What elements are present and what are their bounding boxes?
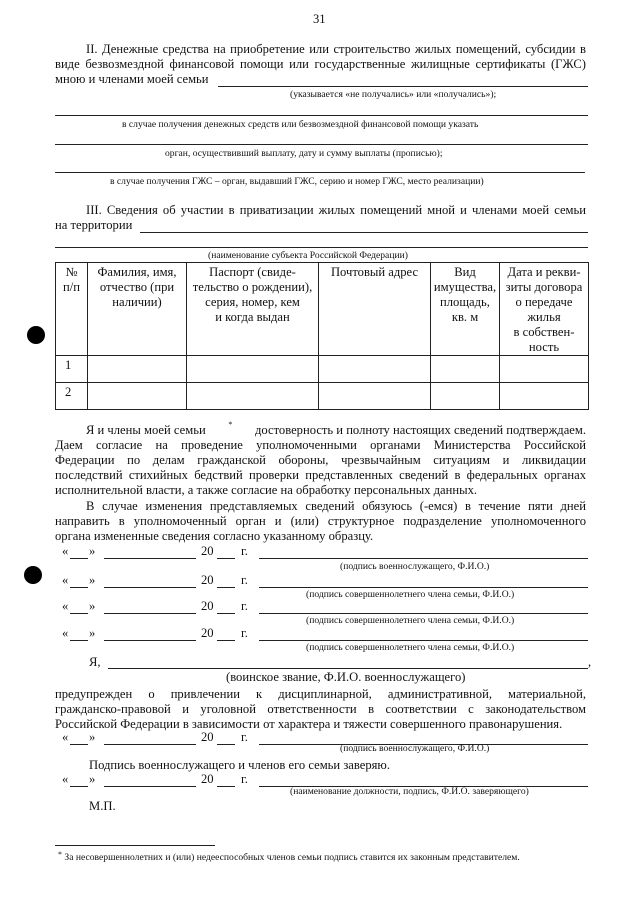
cell[interactable]: [500, 356, 589, 383]
signature-hint: (подпись совершеннолетнего члена семьи, Ф.И.О.): [306, 589, 515, 600]
declaration-line3: Федерации по делам гражданской обороны, чрезвычайным ситуациям и ликвидации: [55, 453, 586, 467]
binder-hole-top: [27, 326, 45, 344]
cell[interactable]: [431, 383, 500, 410]
year-field[interactable]: [217, 640, 235, 641]
header-full-name: Фамилия, имя, отчество (при наличии): [88, 263, 187, 356]
cell[interactable]: [187, 356, 319, 383]
funds-details-field-2[interactable]: [55, 144, 588, 145]
table-row: [56, 356, 589, 383]
declaration-line8: органа измененные сведения согласно указанному образцу.: [55, 529, 374, 543]
date-close-quote: »: [89, 544, 96, 558]
year-field[interactable]: [217, 587, 235, 588]
month-field[interactable]: [104, 640, 196, 641]
year-prefix: 20: [201, 544, 214, 558]
section2-line3: мною и членами моей семьи: [55, 72, 209, 86]
date-open-quote: «: [62, 599, 69, 613]
year-suffix: г.: [241, 544, 248, 558]
date-open-quote: «: [62, 772, 69, 786]
declaration-line6: В случае изменения представляемых сведений обязуюсь (-емся) в течение пяти дней: [86, 499, 586, 513]
signature-hint: (подпись военнослужащего, Ф.И.О.): [340, 743, 490, 754]
day-field[interactable]: [70, 640, 88, 641]
section3-line2: на территории: [55, 218, 133, 232]
year-suffix: г.: [241, 730, 248, 744]
received-funds-field[interactable]: [218, 86, 588, 87]
day-field[interactable]: [70, 613, 88, 614]
declaration-line7: направить в уполномоченный орган и (или) структурное подразделение уполномоченного: [55, 514, 586, 528]
header-passport: Паспорт (свиде- тельство о рождении), серия, номер, кем и когда выдан: [187, 263, 319, 356]
signature-hint: (подпись военнослужащего, Ф.И.О.): [340, 561, 490, 572]
declaration-line1: Я и члены моей семьи * достоверность и полноту настоящих сведений подтверждаем.: [86, 420, 586, 437]
signature-hint: (подпись совершеннолетнего члена семьи, Ф.И.О.): [306, 642, 515, 653]
month-field[interactable]: [104, 786, 196, 787]
year-field[interactable]: [217, 744, 235, 745]
year-field[interactable]: [217, 613, 235, 614]
certifier-hint: (наименование должности, подпись, Ф.И.О. заверяющего): [290, 786, 529, 797]
cell[interactable]: [187, 383, 319, 410]
day-field[interactable]: [70, 558, 88, 559]
territory-field-1[interactable]: [140, 232, 588, 233]
cell[interactable]: [88, 356, 187, 383]
year-prefix: 20: [201, 730, 214, 744]
footnote-divider: [55, 845, 215, 846]
cell[interactable]: [319, 356, 431, 383]
signature-field[interactable]: [259, 587, 588, 588]
header-contract-date: Дата и рекви- зиты договора о передаче жилья в собствен- ность: [500, 263, 589, 356]
cell[interactable]: [319, 383, 431, 410]
binder-hole-bottom: [24, 566, 42, 584]
year-field[interactable]: [217, 786, 235, 787]
cell[interactable]: [500, 383, 589, 410]
month-field[interactable]: [104, 587, 196, 588]
month-field[interactable]: [104, 558, 196, 559]
footnote-text: За несовершеннолетних и (или) недееспособных членов семьи подпись ставится их законным представителем.: [64, 852, 520, 863]
gzhs-hint: в случае получения ГЖС – орган, выдавший ГЖС, серию и номер ГЖС, место реализации): [110, 176, 484, 187]
date-close-quote: »: [89, 772, 96, 786]
signature-field[interactable]: [259, 558, 588, 559]
footnote-star: *: [58, 850, 62, 859]
year-suffix: г.: [241, 573, 248, 587]
year-prefix: 20: [201, 573, 214, 587]
declaration-line2: Даем согласие на проведение уполномоченными органами Министерства Российской: [55, 438, 586, 452]
date-close-quote: »: [89, 626, 96, 640]
signature-field[interactable]: [259, 613, 588, 614]
stamp-place: М.П.: [89, 799, 116, 813]
year-prefix: 20: [201, 626, 214, 640]
year-suffix: г.: [241, 599, 248, 613]
date-open-quote: «: [62, 626, 69, 640]
year-suffix: г.: [241, 626, 248, 640]
header-postal-address: Почтовый адрес: [319, 263, 431, 356]
date-open-quote: «: [62, 544, 69, 558]
warning-comma: ,: [588, 655, 592, 669]
date-close-quote: »: [89, 599, 96, 613]
page-number: 31: [313, 12, 326, 26]
gzhs-details-field[interactable]: [55, 172, 585, 173]
year-prefix: 20: [201, 772, 214, 786]
table-row: [56, 383, 589, 410]
header-property-type: Вид имущества, площадь, кв. м: [431, 263, 500, 356]
declaration-line4: последствий стихийных бедствий проверки представленных сведений в федеральных органах: [55, 468, 586, 482]
year-field[interactable]: [217, 558, 235, 559]
certify-text: Подпись военнослужащего и членов его семьи заверяю.: [89, 758, 390, 772]
header-number: № п/п: [56, 263, 88, 356]
section2-line2: виде безвозмездной финансовой помощи или государственные жилищные сертификаты (ГЖС): [55, 57, 586, 71]
year-suffix: г.: [241, 772, 248, 786]
warning-line2: гражданско-правовой и уголовной ответственности в соответствии с законодательством: [55, 702, 586, 716]
subject-hint: (наименование субъекта Российской Федерации): [208, 250, 408, 261]
date-close-quote: »: [89, 573, 96, 587]
section3-line1: III. Сведения об участии в приватизации жилых помещений мной и членами моей семьи: [86, 203, 586, 217]
funds-details-field-1[interactable]: [55, 115, 588, 116]
cell[interactable]: [431, 356, 500, 383]
day-field[interactable]: [70, 744, 88, 745]
month-field[interactable]: [104, 613, 196, 614]
declaration-line5: исполнительной власти, а также согласие на обработку персональных данных.: [55, 483, 478, 497]
privatization-table: [55, 262, 589, 410]
row-number: 1: [56, 356, 88, 383]
year-prefix: 20: [201, 599, 214, 613]
day-field[interactable]: [70, 786, 88, 787]
warning-ya: Я,: [89, 655, 101, 669]
rank-hint: (воинское звание, Ф.И.О. военнослужащего): [226, 670, 466, 684]
signature-field[interactable]: [259, 640, 588, 641]
date-open-quote: «: [62, 573, 69, 587]
footnote: [58, 852, 520, 863]
warning-line1: предупрежден о привлечении к дисциплинарной, административной, материальной,: [55, 687, 586, 701]
date-close-quote: »: [89, 730, 96, 744]
territory-field-2[interactable]: [55, 247, 588, 248]
signature-hint: (подпись совершеннолетнего члена семьи, Ф.И.О.): [306, 615, 515, 626]
rank-name-field[interactable]: [108, 668, 588, 669]
section2-line1: II. Денежные средства на приобретение или строительство жилых помещений, субсидии в: [86, 42, 586, 56]
table-header-row: [56, 263, 589, 356]
date-open-quote: «: [62, 730, 69, 744]
warning-line3: Российской Федерации в зависимости от характера и тяжести совершенного правонарушения.: [55, 717, 563, 731]
row-number: 2: [56, 383, 88, 410]
received-hint: (указывается «не получались» или «получались»);: [290, 89, 497, 100]
cell[interactable]: [88, 383, 187, 410]
day-field[interactable]: [70, 587, 88, 588]
month-field[interactable]: [104, 744, 196, 745]
payer-hint: орган, осуществивший выплату, дату и сумму выплаты (прописью);: [165, 148, 443, 159]
funds-hint: в случае получения денежных средств или безвозмездной финансовой помощи указать: [122, 119, 479, 130]
